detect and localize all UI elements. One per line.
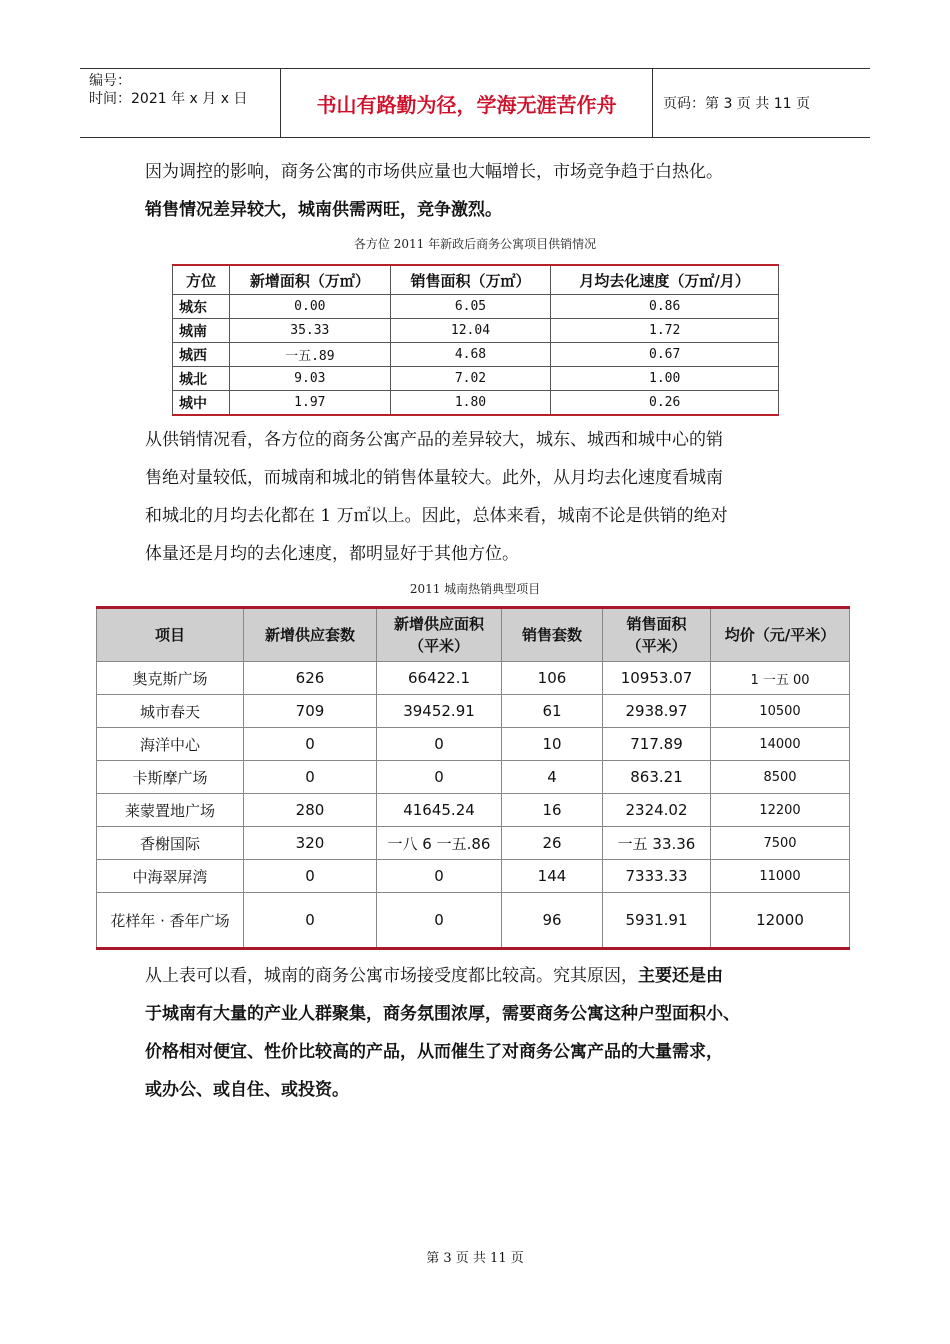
cell-new-units: 0 xyxy=(244,761,377,794)
table-row xyxy=(97,794,850,827)
table-row xyxy=(173,343,779,367)
col-header-project: 项目 xyxy=(97,608,244,662)
cell-new-area: 66422.1 xyxy=(377,662,502,695)
col-header-sold-area: 销售面积（万㎡） xyxy=(390,265,551,295)
cell-new-area: 一五.89 xyxy=(230,343,391,367)
cell-avg-price: 12200 xyxy=(711,794,850,827)
cell-sold-units: 144 xyxy=(502,860,603,893)
paragraph-4-line-1-bold: 主要还是由 xyxy=(638,966,723,986)
cell-sold-area: 5931.91 xyxy=(603,893,711,949)
page-footer: 第 3 页 共 11 页 xyxy=(426,1251,524,1266)
cell-avg-price: 1 一五 00 xyxy=(711,662,850,695)
cell-sold-area: 10953.07 xyxy=(603,662,711,695)
col-header-new-units: 新增供应套数 xyxy=(244,608,377,662)
cell-new-units: 320 xyxy=(244,827,377,860)
paragraph-3-line-2: 售绝对量较低，而城南和城北的销售体量较大。此外，从月均去化速度看城南 xyxy=(145,468,723,488)
cell-new-area: 一八 6 一五.86 xyxy=(377,827,502,860)
hot-projects-table xyxy=(96,606,850,950)
cell-monthly-rate: 1.00 xyxy=(551,367,779,391)
header-meta xyxy=(80,69,281,137)
col-header-new-area xyxy=(377,608,502,662)
cell-new-area: 0.00 xyxy=(230,295,391,319)
cell-new-area: 0 xyxy=(377,893,502,949)
cell-monthly-rate: 1.72 xyxy=(551,319,779,343)
cell-sold-units: 10 xyxy=(502,728,603,761)
table-row xyxy=(97,761,850,794)
cell-avg-price: 10500 xyxy=(711,695,850,728)
col-header-avg-price: 均价（元/平米） xyxy=(711,608,850,662)
cell-project: 卡斯摩广场 xyxy=(97,761,244,794)
doc-number-label: 编号： xyxy=(89,73,131,89)
cell-sold-area: 4.68 xyxy=(390,343,551,367)
cell-avg-price: 12000 xyxy=(711,893,850,949)
table-row xyxy=(97,827,850,860)
cell-new-area: 0 xyxy=(377,728,502,761)
table-row xyxy=(173,319,779,343)
table-row xyxy=(173,295,779,319)
col-header-sold-area-line1: 销售面积 xyxy=(626,615,687,633)
cell-sold-units: 61 xyxy=(502,695,603,728)
table-row xyxy=(97,662,850,695)
col-header-sold-area-line2: （平米） xyxy=(626,637,687,655)
cell-sold-area: 2938.97 xyxy=(603,695,711,728)
cell-direction: 城西 xyxy=(173,343,230,367)
cell-new-area: 1.97 xyxy=(230,391,391,416)
cell-project: 海洋中心 xyxy=(97,728,244,761)
cell-new-area: 0 xyxy=(377,761,502,794)
cell-direction: 城南 xyxy=(173,319,230,343)
paragraph-2-heading: 销售情况差异较大，城南供需两旺，竞争激烈。 xyxy=(145,200,502,220)
page-header xyxy=(80,68,870,138)
cell-project: 中海翠屏湾 xyxy=(97,860,244,893)
cell-sold-area: 7333.33 xyxy=(603,860,711,893)
paragraph-4-line-4: 或办公、或自住、或投资。 xyxy=(145,1080,349,1100)
table1-caption: 各方位 2011 年新政后商务公寓项目供销情况 xyxy=(353,237,597,251)
cell-avg-price: 7500 xyxy=(711,827,850,860)
cell-new-area: 0 xyxy=(377,860,502,893)
cell-sold-units: 96 xyxy=(502,893,603,949)
cell-direction: 城东 xyxy=(173,295,230,319)
cell-project: 莱蒙置地广场 xyxy=(97,794,244,827)
cell-new-units: 280 xyxy=(244,794,377,827)
cell-sold-area: 2324.02 xyxy=(603,794,711,827)
paragraph-1: 因为调控的影响，商务公寓的市场供应量也大幅增长，市场竞争趋于白热化。 xyxy=(145,162,723,182)
col-header-direction: 方位 xyxy=(173,265,230,295)
cell-sold-area: 717.89 xyxy=(603,728,711,761)
doc-time-label: 时间：2021 年 x 月 x 日 xyxy=(89,91,248,107)
cell-new-area: 39452.91 xyxy=(377,695,502,728)
cell-project: 城市春天 xyxy=(97,695,244,728)
paragraph-3-line-3: 和城北的月均去化都在 1 万㎡以上。因此，总体来看，城南不论是供销的绝对 xyxy=(145,506,728,526)
cell-avg-price: 11000 xyxy=(711,860,850,893)
col-header-new-area-line1: 新增供应面积 xyxy=(393,615,484,633)
cell-sold-area: 7.02 xyxy=(390,367,551,391)
table-row xyxy=(97,860,850,893)
cell-new-units: 626 xyxy=(244,662,377,695)
cell-monthly-rate: 0.86 xyxy=(551,295,779,319)
cell-avg-price: 8500 xyxy=(711,761,850,794)
cell-sold-units: 16 xyxy=(502,794,603,827)
paragraph-3-line-4: 体量还是月均的去化速度，都明显好于其他方位。 xyxy=(145,544,519,564)
header-motto: 书山有路勤为径，学海无涯苦作舟 xyxy=(281,69,653,137)
table-row xyxy=(97,893,850,949)
cell-sold-units: 4 xyxy=(502,761,603,794)
cell-new-area: 35.33 xyxy=(230,319,391,343)
table2-caption: 2011 城南热销典型项目 xyxy=(409,582,541,596)
table-header-row xyxy=(173,265,779,295)
cell-sold-units: 26 xyxy=(502,827,603,860)
table-row xyxy=(173,367,779,391)
cell-direction: 城北 xyxy=(173,367,230,391)
cell-avg-price: 14000 xyxy=(711,728,850,761)
table-row xyxy=(97,728,850,761)
cell-sold-area: 863.21 xyxy=(603,761,711,794)
header-page-info: 页码：第 3 页 共 11 页 xyxy=(663,96,810,112)
paragraph-4-line-3: 价格相对便宜、性价比较高的产品，从而催生了对商务公寓产品的大量需求， xyxy=(145,1042,723,1062)
cell-monthly-rate: 0.26 xyxy=(551,391,779,416)
cell-sold-area: 12.04 xyxy=(390,319,551,343)
cell-sold-units: 106 xyxy=(502,662,603,695)
cell-new-units: 709 xyxy=(244,695,377,728)
col-header-monthly-rate: 月均去化速度（万㎡/月） xyxy=(551,265,779,295)
table-row xyxy=(173,391,779,416)
cell-sold-area: 一五 33.36 xyxy=(603,827,711,860)
col-header-sold-units: 销售套数 xyxy=(502,608,603,662)
paragraph-4-line-1-normal: 从上表可以看，城南的商务公寓市场接受度都比较高。究其原因， xyxy=(145,966,638,986)
table-row xyxy=(97,695,850,728)
paragraph-4-line-2: 于城南有大量的产业人群聚集，商务氛围浓厚，需要商务公寓这种户型面积小、 xyxy=(145,1004,740,1024)
table-header-row xyxy=(97,608,850,662)
cell-sold-area: 6.05 xyxy=(390,295,551,319)
paragraph-3-line-1: 从供销情况看，各方位的商务公寓产品的差异较大，城东、城西和城中心的销 xyxy=(145,430,723,450)
col-header-sold-area xyxy=(603,608,711,662)
paragraph-4-line-1 xyxy=(145,957,835,995)
cell-sold-area: 1.80 xyxy=(390,391,551,416)
cell-project: 奥克斯广场 xyxy=(97,662,244,695)
col-header-new-area: 新增面积（万㎡） xyxy=(230,265,391,295)
cell-new-units: 0 xyxy=(244,860,377,893)
cell-new-area: 9.03 xyxy=(230,367,391,391)
col-header-new-area-line2: （平米） xyxy=(408,637,469,655)
supply-sales-table xyxy=(172,264,779,416)
cell-new-area: 41645.24 xyxy=(377,794,502,827)
cell-project: 香榭国际 xyxy=(97,827,244,860)
cell-new-units: 0 xyxy=(244,728,377,761)
cell-project: 花样年 · 香年广场 xyxy=(97,893,244,949)
cell-new-units: 0 xyxy=(244,893,377,949)
cell-monthly-rate: 0.67 xyxy=(551,343,779,367)
cell-direction: 城中 xyxy=(173,391,230,416)
